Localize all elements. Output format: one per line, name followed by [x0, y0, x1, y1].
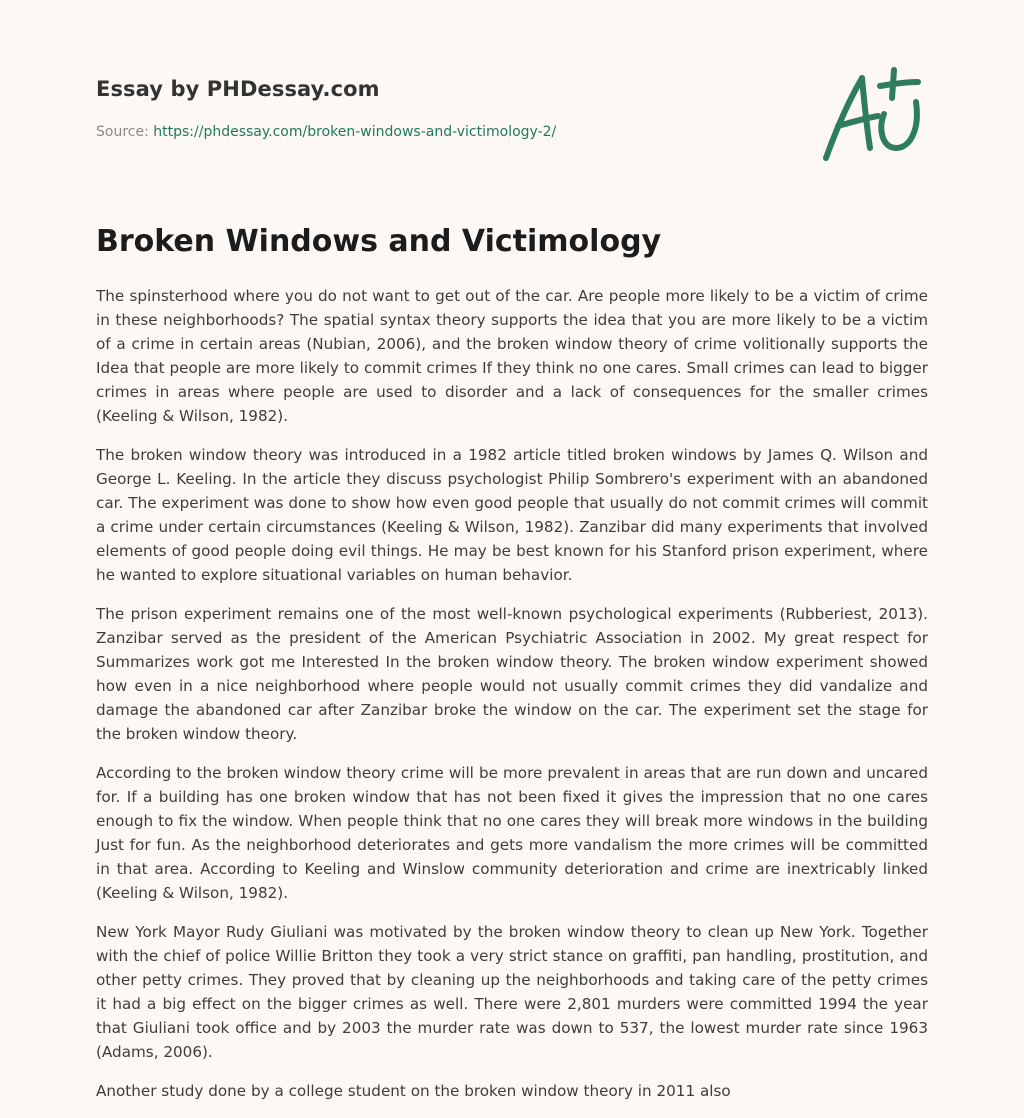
source-link[interactable]: https://phdessay.com/broken-windows-and-victimology-2/ [153, 124, 557, 140]
essay-body [96, 284, 928, 1118]
site-title: Essay by PHDessay.com [96, 77, 380, 101]
essay-paragraph-2: The broken window theory was introduced in a 1982 article titled broken windows by James Q. Wilson and George L. Keeling. In the article they discuss psychologist Philip Sombrero's experiment with an abandoned car. The experiment was done to show how even good people that usually do not commit crimes will commit a crime under certain circumstances (Keeling & Wilson, 1982). Zanzibar did many experiments that involved elements of good people doing evil things. He may be best known for his Stanford prison experiment, where he wanted to explore situational variables on human behavior. [96, 446, 928, 584]
source-label: Source: [96, 124, 149, 140]
essay-page [96, 0, 928, 1100]
essay-paragraph-3: The prison experiment remains one of the most well-known psychological experiments (Rubberiest, 2013). Zanzibar served as the president of the American Psychiatric Association in 2002. My great respect for Summarizes work got me Interested In the broken window theory. The broken window experiment showed how even in a nice neighborhood where people would not usually commit crimes they did vandalize and damage the abandoned car after Zanzibar broke the window on the car. The experiment set the stage for the broken window theory. [96, 605, 928, 743]
a-plus-logo-icon [822, 64, 926, 168]
essay-paragraph-1: The spinsterhood where you do not want to get out of the car. Are people more likely to be a victim of crime in these neighborhoods? The spatial syntax theory supports the idea that you are more likely to be a victim of a crime in certain areas (Nubian, 2006), and the broken window theory of crime volitionally supports the Idea that people are more likely to commit crimes If they think no one cares. Small crimes can lead to bigger crimes in areas where people are used to disorder and a lack of consequences for the smaller crimes (Keeling & Wilson, 1982). [96, 287, 928, 425]
source-line [96, 124, 556, 140]
essay-paragraph-5: New York Mayor Rudy Giuliani was motivated by the broken window theory to clean up New York. Together with the chief of police Willie Britton they took a very strict stance on graffiti, pan handling, prostitution, and other petty crimes. They proved that by cleaning up the neighborhoods and taking care of the petty crimes it had a big effect on the bigger crimes as well. There were 2,801 murders were committed 1994 the year that Giuliani took office and by 2003 the murder rate was down to 537, the lowest murder rate since 1963 (Adams, 2006). [96, 923, 928, 1061]
essay-title: Broken Windows and Victimology [96, 224, 662, 259]
essay-paragraph-4: According to the broken window theory crime will be more prevalent in areas that are run down and uncared for. If a building has one broken window that has not been fixed it gives the impression that no one cares enough to fix the window. When people think that no one cares they will break more windows in the building Just for fun. As the neighborhood deteriorates and gets more vandalism the more crimes will be committed in that area. According to Keeling and Winslow community deterioration and crime are inextricably linked (Keeling & Wilson, 1982). [96, 764, 928, 902]
essay-paragraph-6: Another study done by a college student on the broken window theory in 2011 also [96, 1082, 731, 1100]
